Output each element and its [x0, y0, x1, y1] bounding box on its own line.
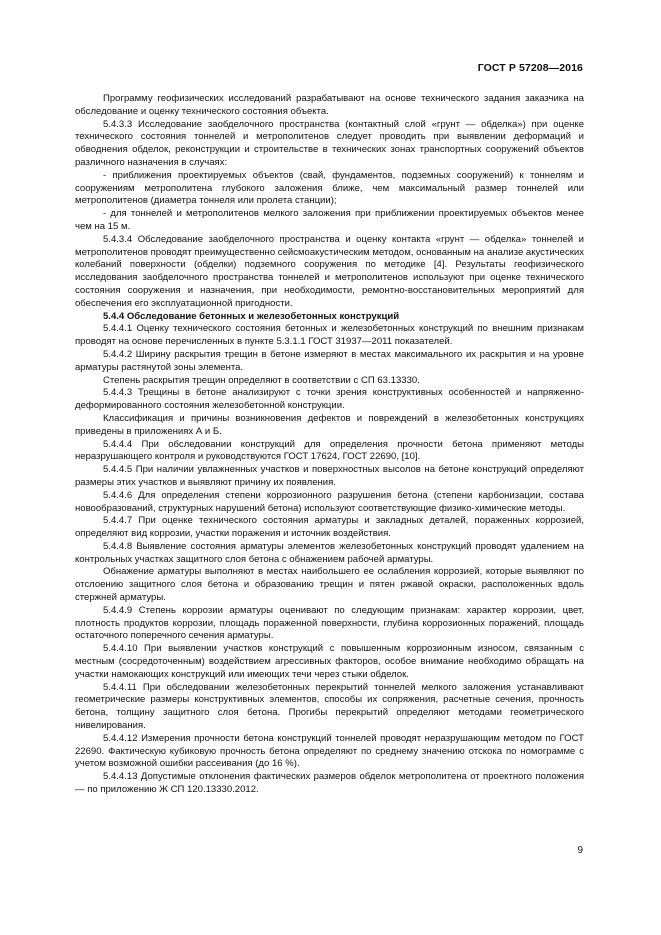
paragraph: Классификация и причины возникновения дефектов и повреждений в железобетонных конструкциях приведены в приложениях А и Б. [75, 412, 584, 437]
paragraph: 5.4.4.6 Для определения степени коррозионного разрушения бетона (степени карбонизации, состава новообразований, структурных нарушений бетона) используют соответствующие физико-химические методы. [75, 489, 584, 514]
paragraph: 5.4.4.13 Допустимые отклонения фактических размеров обделок метрополитена от проектного положения — по приложению Ж СП 120.13330.2012. [75, 771, 584, 796]
paragraph: 5.4.4.5 При наличии увлажненных участков и поверхностных высолов на бетоне конструкций определяют размеры этих участков и выявляют причину их появления. [75, 464, 584, 488]
list-item: - для тоннелей и метрополитенов мелкого заложения при приближении проектируемых объектов менее чем на 15 м. [75, 208, 584, 232]
paragraph: 5.4.4.7 При оценке технического состояния арматуры и закладных деталей, пораженных коррозией, определяют вид коррозии, участки поражения и источник воздействия. [75, 515, 584, 540]
paragraph: Программу геофизических исследований разрабатывают на основе технического задания заказчика на обследование и оценку технического состояния объекта. [75, 93, 584, 117]
paragraph: 5.4.4.1 Оценку технического состояния бетонных и железобетонных конструкций по внешним признакам проводят на основе перечисленных в пункте 5.3.1.1 ГОСТ 31937—2011 показателей. [75, 323, 584, 348]
paragraph: 5.4.4.2 Ширину раскрытия трещин в бетоне измеряют в местах максимального их раскрытия и на уровне арматуры растянутой зоны элемента. [75, 348, 584, 373]
paragraph: 5.4.4.9 Степень коррозии арматуры оценивают по следующим признакам: характер коррозии, цвет, плотность продуктов коррозии, площадь пораженной поверхности, глубина коррозионных поражений, площадь остаточного поперечного сечения арматуры. [75, 604, 584, 642]
page-number: 9 [577, 845, 583, 856]
paragraph: 5.4.4.11 При обследовании железобетонных перекрытий тоннелей мелкого заложения устанавливают геометрические размеры конструктивных элементов, способы их сопряжения, расчетные сечения, прочность бетона, толщину защитного слоя бетона. Прогибы перекрытий определяют методами геометрического нивелирования. [75, 681, 584, 732]
paragraph: 5.4.4.10 При выявлении участков конструкций с повышенным коррозионным износом, связанным с местным (сосредоточенным) воздействием агрессивных факторов, особое внимание необходимо обращать на участки намокающих конструкций или имеющих течи через стыки обделок. [75, 643, 584, 680]
paragraph: 5.4.4.12 Измерения прочности бетона конструкций тоннелей проводят неразрушающим методом по ГОСТ 22690. Фактическую кубиковую прочность бетона определяют по среднему значению отскока по номограмме с учетом возможной ошибки рассеивания (до 16 %). [75, 732, 584, 770]
paragraph: 5.4.3.3 Исследование заобделочного пространства (контактный слой «грунт — обделка») при оценке технического состояния тоннелей и метрополитенов следует проводить при выявлении деформаций и обводнения обделок, реконструкции и строительстве в технических зонах транспортных сооружений объектов различного назначения в случаях: [75, 118, 584, 168]
list-item: - приближения проектируемых объектов (свай, фундаментов, подземных сооружений) к тоннелям и сооружениям метрополитена глубокого заложения ближе, чем максимальный размер тоннелей или метрополитенов (диаметра тоннеля или пролета станции); [75, 169, 584, 207]
paragraph: 5.4.4.4 При обследовании конструкций для определения прочности бетона применяют методы неразрушающего контроля и руководствуются ГОСТ 17624, ГОСТ 22690, [10]. [75, 438, 584, 463]
paragraph: Степень раскрытия трещин определяют в соответствии с СП 63.13330. [103, 374, 420, 386]
paragraph: 5.4.4.3 Трещины в бетоне анализируют с точки зрения конструктивных особенностей и напряженно-деформированного состояния железобетонной конструкции. [75, 387, 584, 412]
paragraph: 5.4.3.4 Обследование заобделочного пространства и оценку контакта «грунт — обделка» тоннелей и метрополитенов проводят преимущественно сейсмоакустическим методом, основанным на анализе акустических колебаний поверхности (обделки) подземного сооружения по методике [4]. Результаты геофизического исследования заобделочного пространства тоннелей и метрополитенов используют при оценке технического состояния сооружения и назначения, при необходимости, ремонтно-восстановительных мероприятий для обеспечения его эксплуатационной пригодности. [75, 233, 584, 309]
standard-number: ГОСТ Р 57208—2016 [477, 62, 583, 74]
paragraph: Обнажение арматуры выполняют в местах наибольшего ее ослабления коррозией, которые выявляют по отслоению защитного слоя бетона и образованию трещин и пятен ржавой окраски, расположенных вдоль стержней арматуры. [75, 566, 584, 604]
paragraph: 5.4.4.8 Выявление состояния арматуры элементов железобетонных конструкций проводят удалением на контрольных участках защитного слоя бетона с обнажением рабочей арматуры. [75, 540, 584, 565]
body-text [75, 93, 584, 797]
section-heading: 5.4.4 Обследование бетонных и железобетонных конструкций [103, 310, 400, 322]
